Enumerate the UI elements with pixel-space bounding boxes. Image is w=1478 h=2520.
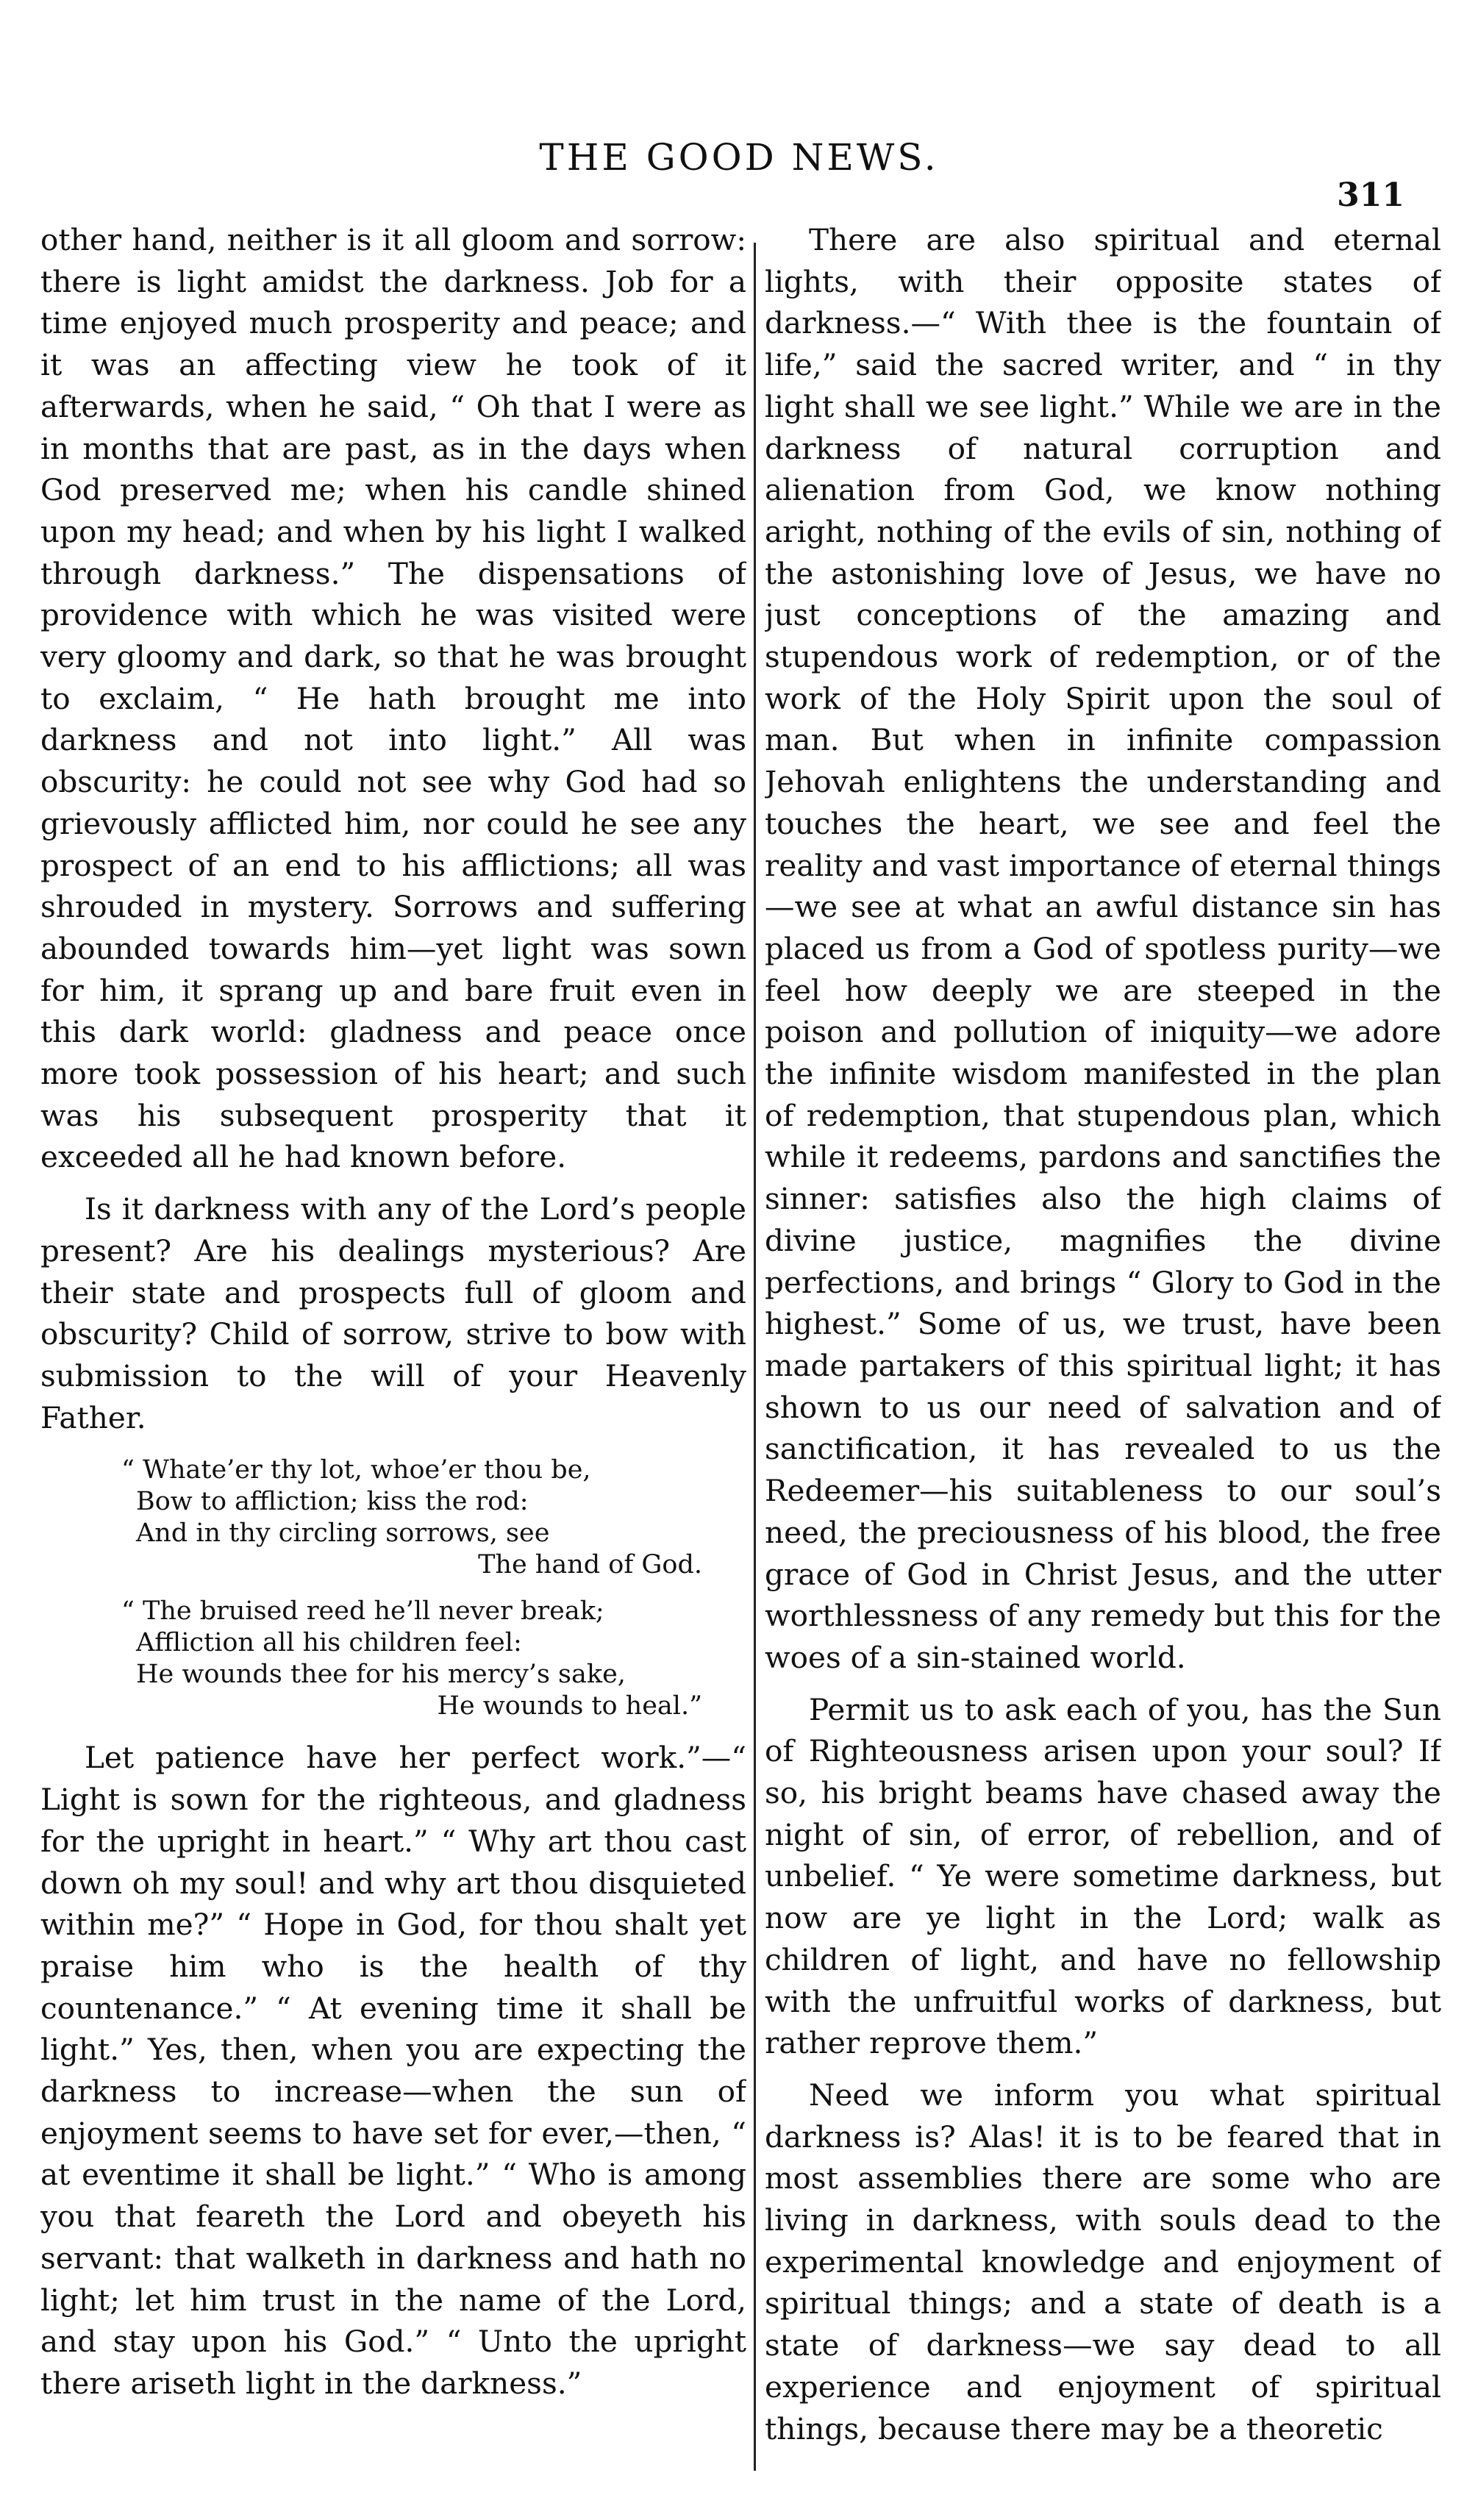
hymn-line: Bow to affliction; kiss the rod: [136, 1487, 529, 1517]
left-column [40, 219, 746, 2477]
right-paragraph-3: Need we inform you what spiritual darkness is? Alas! it is to be feared that in most assemblies there are some who are living in darkness, with souls dead to the experimental knowledge and enjoyment of spiritual things; and a state of death is a state of darkness—we say dead to all experience and enjoyment of spiritual things, because there may be a theoretic [765, 2077, 1441, 2446]
column-divider [754, 243, 756, 2471]
hymn-line: And in thy circling sorrows, see [136, 1518, 550, 1549]
right-paragraph-1: There are also spiritual and eternal lights, with their opposite states of darkness.—“ With thee is the fountain of life,” said the sacred writer, and “ in thy light shall we see light.” While we are in the darkness of natural corruption and alienation from God, we know nothing aright, nothing of the evils of sin, nothing of the astonishing love of Jesus, we have no just conceptions of the amazing and stupendous work of redemption, or of the work of the Holy Spirit upon the soul of man. But when in infinite compassion Jehovah enlightens the understanding and touches the heart, we see and feel the reality and vast importance of eternal things—we see at what an awful distance sin has placed us from a God of spotless purity—we feel how deeply we are steeped in the poison and pollution of iniquity—we adore the infinite wisdom manifested in the plan of redemption, that stupendous plan, which while it redeems, pardons and sanctifies the sinner: satisfies also the high claims of divine justice, magnifies the divine perfections, and brings “ Glory to God in the highest.” Some of us, we trust, have been made partakers of this spiritual light; it has shown to us our need of salvation and of sanctification, it has revealed to us the Redeemer—his suitableness to our soul’s need, the preciousness of his blood, the free grace of God in Christ Jesus, and the utter worthlessness of any remedy but this for the woes of a sin-stained world. [765, 222, 1441, 1675]
left-paragraph-3: Let patience have her perfect work.”—“ Light is sown for the righteous, and gladness for the upright in heart.” “ Why art thou cast down oh my soul! and why art thou disquieted within me?” “ Hope in God, for thou shalt yet praise him who is the health of thy countenance.” “ At evening time it shall be light.” Yes, then, when you are expecting the darkness to increase—when the sun of enjoyment seems to have set for ever,—then, “ at eventime it shall be light.” “ Who is among you that feareth the Lord and obeyeth his servant: that walketh in darkness and hath no light; let him trust in the name of the Lord, and stay upon his God.” “ Unto the upright there ariseth light in the darkness.” [40, 1740, 746, 2401]
hymn-line: “ Whate’er thy lot, whoe’er thou be, [121, 1455, 591, 1485]
left-paragraph-1: other hand, neither is it all gloom and sorrow: there is light amidst the darkness. Job for a time enjoyed much prosperity and peace; and it was an affecting view he took of it afterwards, when he said, “ Oh that I were as in months that are past, as in the days when God preserved me; when his candle shined upon my head; and when by his light I walked through darkness.” The dispensations of providence with which he was visited were very gloomy and dark, so that he was brought to exclaim, “ He hath brought me into darkness and not into light.” All was obscurity: he could not see why God had so grievously afflicted him, nor could he see any prospect of an end to his afflictions; all was shrouded in mystery. Sorrows and suffering abounded towards him—yet light was sown for him, it sprang up and bare fruit even in this dark world: gladness and peace once more took possession of his heart; and such was his subsequent prosperity that it exceeded all he had known before. [40, 222, 746, 1175]
hymn-line: He wounds to heal.” [437, 1691, 702, 1721]
hymn-line: “ The bruised reed he’ll never break; [121, 1596, 604, 1627]
page-number: 311 [1337, 176, 1404, 214]
hymn-stanza-2 [40, 1596, 746, 1722]
hymn-quotation [40, 1454, 746, 1722]
running-title: THE GOOD NEWS. [539, 136, 939, 179]
left-paragraph-2: Is it darkness with any of the Lord’s people present? Are his dealings mysterious? Are their state and prospects full of gloom and obscurity? Child of sorrow, strive to bow with submission to the will of your Heavenly Father. [40, 1191, 746, 1435]
right-paragraph-2: Permit us to ask each of you, has the Sun of Righteousness arisen upon your soul? If so, his bright beams have chased away the night of sin, of error, of rebellion, and of unbelief. “ Ye were sometime darkness, but now are ye light in the Lord; walk as children of light, and have no fellowship with the unfruitful works of darkness, but rather reprove them.” [765, 1691, 1441, 2061]
hymn-stanza-1 [40, 1454, 746, 1581]
right-column [765, 219, 1441, 2477]
hymn-line: Affliction all his children feel: [136, 1628, 522, 1658]
hymn-line: He wounds thee for his mercy’s sake, [136, 1660, 626, 1690]
hymn-line: The hand of God. [478, 1550, 702, 1580]
